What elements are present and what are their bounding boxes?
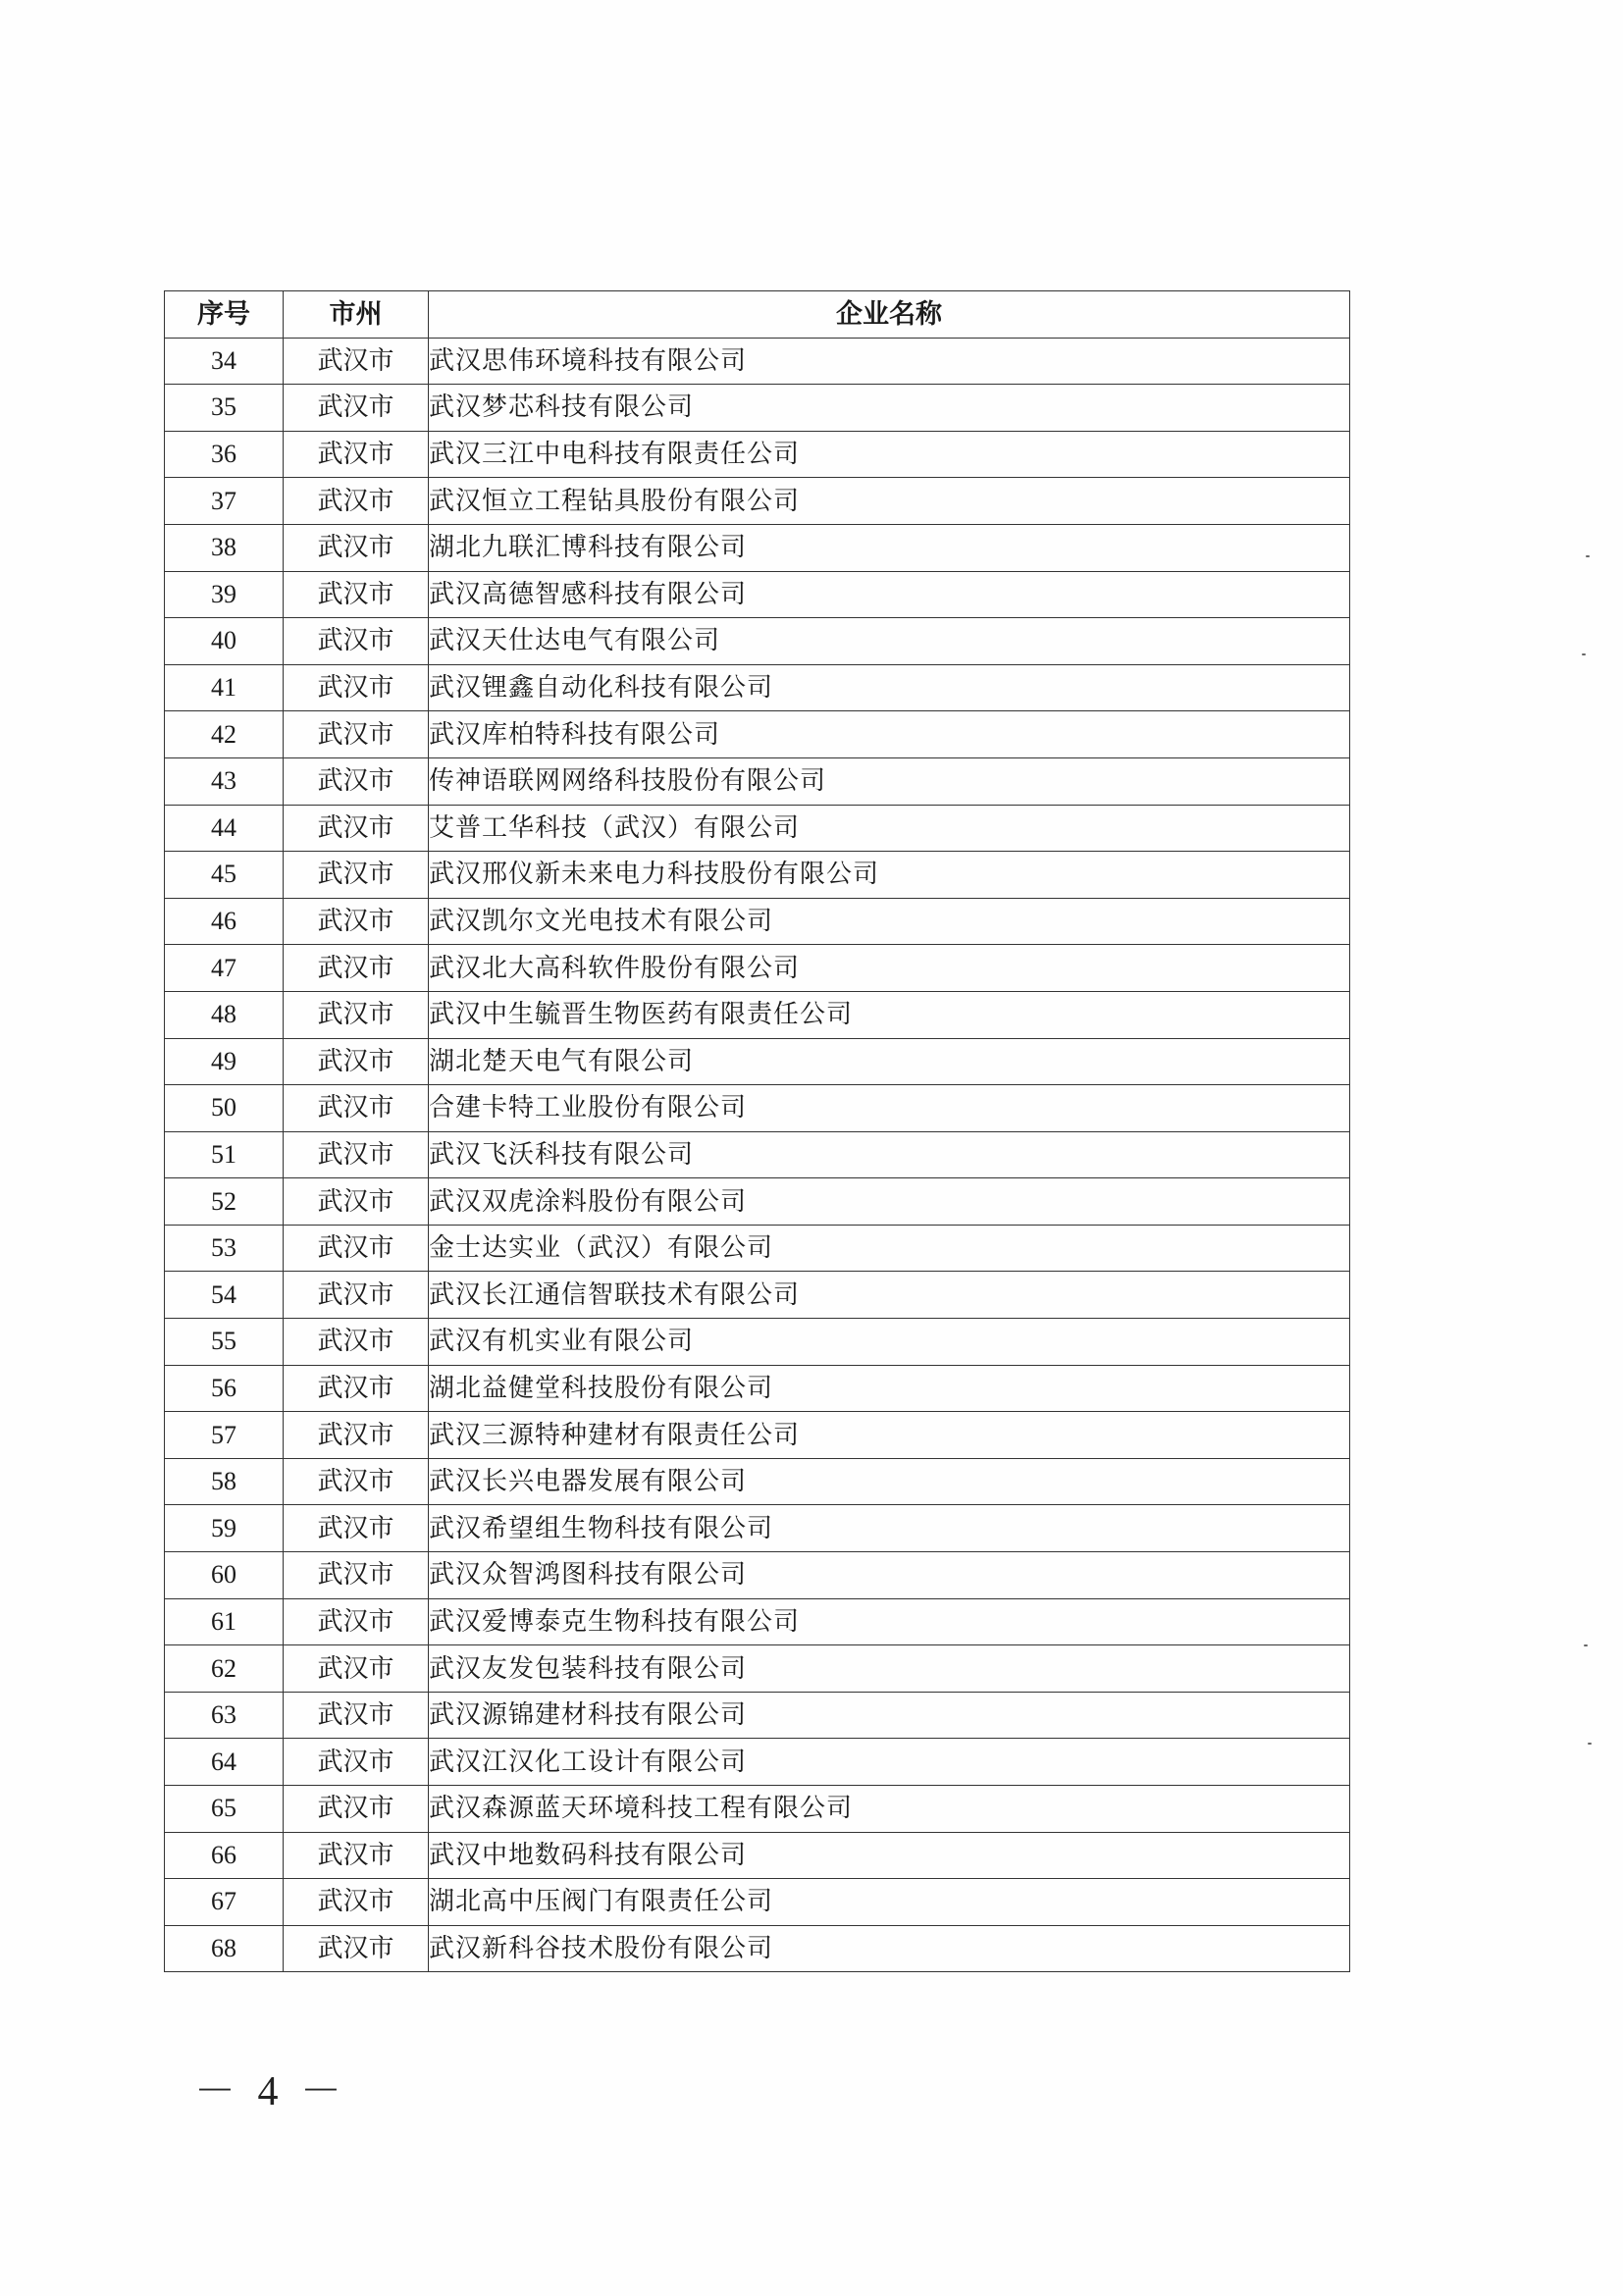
cell-city: 武汉市 [284,618,429,665]
table-row [165,1131,1350,1178]
table-row [165,431,1350,478]
cell-company-name: 武汉梦芯科技有限公司 [429,385,1350,432]
table-row [165,524,1350,571]
cell-company-name: 武汉希望组生物科技有限公司 [429,1505,1350,1552]
scan-speck [1588,1743,1592,1745]
cell-company-name: 武汉飞沃科技有限公司 [429,1131,1350,1178]
cell-company-name: 武汉众智鸿图科技有限公司 [429,1552,1350,1599]
cell-city: 武汉市 [284,1832,429,1879]
cell-company-name: 武汉江汉化工设计有限公司 [429,1739,1350,1786]
cell-city: 武汉市 [284,1085,429,1132]
table-body [165,338,1350,1972]
table-row [165,1692,1350,1739]
cell-serial-number: 56 [165,1365,284,1412]
cell-serial-number: 59 [165,1505,284,1552]
table-row [165,1272,1350,1319]
cell-company-name: 武汉爱博泰克生物科技有限公司 [429,1598,1350,1645]
header-serial-number: 序号 [165,291,284,339]
header-company-name: 企业名称 [429,291,1350,339]
cell-city: 武汉市 [284,1598,429,1645]
table-row [165,1225,1350,1272]
table-row [165,478,1350,525]
table-row [165,1412,1350,1459]
cell-company-name: 武汉邢仪新未来电力科技股份有限公司 [429,852,1350,899]
cell-city: 武汉市 [284,1692,429,1739]
cell-company-name: 武汉中地数码科技有限公司 [429,1832,1350,1879]
table-row [165,618,1350,665]
cell-company-name: 武汉中生毓晋生物医药有限责任公司 [429,991,1350,1038]
cell-company-name: 武汉长兴电器发展有限公司 [429,1458,1350,1505]
cell-company-name: 武汉北大高科软件股份有限公司 [429,945,1350,992]
cell-city: 武汉市 [284,757,429,805]
cell-serial-number: 49 [165,1038,284,1085]
cell-serial-number: 46 [165,898,284,945]
cell-serial-number: 35 [165,385,284,432]
cell-company-name: 湖北楚天电气有限公司 [429,1038,1350,1085]
cell-city: 武汉市 [284,1319,429,1366]
cell-serial-number: 58 [165,1458,284,1505]
cell-city: 武汉市 [284,338,429,385]
cell-serial-number: 37 [165,478,284,525]
scan-speck [1584,1644,1588,1646]
cell-serial-number: 42 [165,711,284,758]
cell-serial-number: 44 [165,805,284,852]
cell-city: 武汉市 [284,1365,429,1412]
cell-company-name: 武汉新科谷技术股份有限公司 [429,1925,1350,1972]
cell-serial-number: 61 [165,1598,284,1645]
cell-city: 武汉市 [284,991,429,1038]
table-row [165,711,1350,758]
cell-city: 武汉市 [284,1645,429,1693]
table-row [165,1458,1350,1505]
cell-city: 武汉市 [284,1458,429,1505]
cell-serial-number: 62 [165,1645,284,1693]
cell-serial-number: 60 [165,1552,284,1599]
page-number: － 4 － [194,2069,348,2114]
cell-city: 武汉市 [284,898,429,945]
table-row [165,385,1350,432]
cell-company-name: 武汉三源特种建材有限责任公司 [429,1412,1350,1459]
table-row [165,1786,1350,1833]
cell-company-name: 武汉锂鑫自动化科技有限公司 [429,664,1350,711]
cell-company-name: 武汉有机实业有限公司 [429,1319,1350,1366]
cell-serial-number: 66 [165,1832,284,1879]
table-row [165,1598,1350,1645]
cell-serial-number: 38 [165,524,284,571]
cell-company-name: 武汉三江中电科技有限责任公司 [429,431,1350,478]
table-row [165,1178,1350,1226]
cell-company-name: 武汉长江通信智联技术有限公司 [429,1272,1350,1319]
cell-city: 武汉市 [284,571,429,618]
cell-company-name: 武汉恒立工程钻具股份有限公司 [429,478,1350,525]
cell-city: 武汉市 [284,1272,429,1319]
cell-city: 武汉市 [284,1505,429,1552]
cell-city: 武汉市 [284,1786,429,1833]
cell-city: 武汉市 [284,524,429,571]
cell-company-name: 合建卡特工业股份有限公司 [429,1085,1350,1132]
cell-city: 武汉市 [284,805,429,852]
cell-city: 武汉市 [284,945,429,992]
cell-company-name: 武汉凯尔文光电技术有限公司 [429,898,1350,945]
cell-city: 武汉市 [284,1412,429,1459]
cell-city: 武汉市 [284,711,429,758]
cell-serial-number: 51 [165,1131,284,1178]
cell-city: 武汉市 [284,1038,429,1085]
table-row [165,1038,1350,1085]
cell-city: 武汉市 [284,1925,429,1972]
cell-serial-number: 40 [165,618,284,665]
cell-city: 武汉市 [284,385,429,432]
cell-city: 武汉市 [284,478,429,525]
cell-city: 武汉市 [284,1552,429,1599]
table-row [165,898,1350,945]
cell-company-name: 湖北九联汇博科技有限公司 [429,524,1350,571]
cell-serial-number: 67 [165,1879,284,1926]
table-row [165,945,1350,992]
cell-city: 武汉市 [284,1879,429,1926]
cell-city: 武汉市 [284,1739,429,1786]
table-row [165,1552,1350,1599]
cell-serial-number: 63 [165,1692,284,1739]
cell-city: 武汉市 [284,1131,429,1178]
table-header-row [165,291,1350,339]
cell-serial-number: 43 [165,757,284,805]
company-list-table [164,290,1350,1972]
cell-company-name: 金士达实业（武汉）有限公司 [429,1225,1350,1272]
cell-company-name: 武汉双虎涂料股份有限公司 [429,1178,1350,1226]
cell-serial-number: 36 [165,431,284,478]
cell-city: 武汉市 [284,1225,429,1272]
cell-company-name: 武汉森源蓝天环境科技工程有限公司 [429,1786,1350,1833]
cell-city: 武汉市 [284,664,429,711]
table-row [165,1832,1350,1879]
table-row [165,757,1350,805]
cell-company-name: 武汉思伟环境科技有限公司 [429,338,1350,385]
cell-company-name: 武汉库柏特科技有限公司 [429,711,1350,758]
cell-serial-number: 54 [165,1272,284,1319]
cell-city: 武汉市 [284,852,429,899]
table-row [165,664,1350,711]
cell-serial-number: 68 [165,1925,284,1972]
cell-serial-number: 45 [165,852,284,899]
cell-company-name: 武汉友发包装科技有限公司 [429,1645,1350,1693]
cell-serial-number: 55 [165,1319,284,1366]
scan-speck [1586,555,1590,557]
table-row [165,1505,1350,1552]
table-row [165,852,1350,899]
cell-city: 武汉市 [284,431,429,478]
table-row [165,991,1350,1038]
cell-serial-number: 64 [165,1739,284,1786]
table-row [165,1739,1350,1786]
cell-serial-number: 52 [165,1178,284,1226]
table-row [165,1365,1350,1412]
cell-company-name: 武汉源锦建材科技有限公司 [429,1692,1350,1739]
scan-speck [1582,653,1586,655]
cell-city: 武汉市 [284,1178,429,1226]
cell-serial-number: 57 [165,1412,284,1459]
cell-serial-number: 41 [165,664,284,711]
cell-company-name: 湖北益健堂科技股份有限公司 [429,1365,1350,1412]
table-row [165,805,1350,852]
cell-company-name: 武汉高德智感科技有限公司 [429,571,1350,618]
cell-serial-number: 48 [165,991,284,1038]
cell-serial-number: 34 [165,338,284,385]
cell-serial-number: 47 [165,945,284,992]
table-row [165,571,1350,618]
table-row [165,1319,1350,1366]
cell-serial-number: 50 [165,1085,284,1132]
cell-serial-number: 65 [165,1786,284,1833]
table-row [165,1645,1350,1693]
cell-company-name: 传神语联网网络科技股份有限公司 [429,757,1350,805]
cell-company-name: 湖北高中压阀门有限责任公司 [429,1879,1350,1926]
table-row [165,1085,1350,1132]
cell-serial-number: 53 [165,1225,284,1272]
table-row [165,338,1350,385]
header-city: 市州 [284,291,429,339]
table-row [165,1879,1350,1926]
cell-company-name: 武汉天仕达电气有限公司 [429,618,1350,665]
table-row [165,1925,1350,1972]
cell-serial-number: 39 [165,571,284,618]
cell-company-name: 艾普工华科技（武汉）有限公司 [429,805,1350,852]
